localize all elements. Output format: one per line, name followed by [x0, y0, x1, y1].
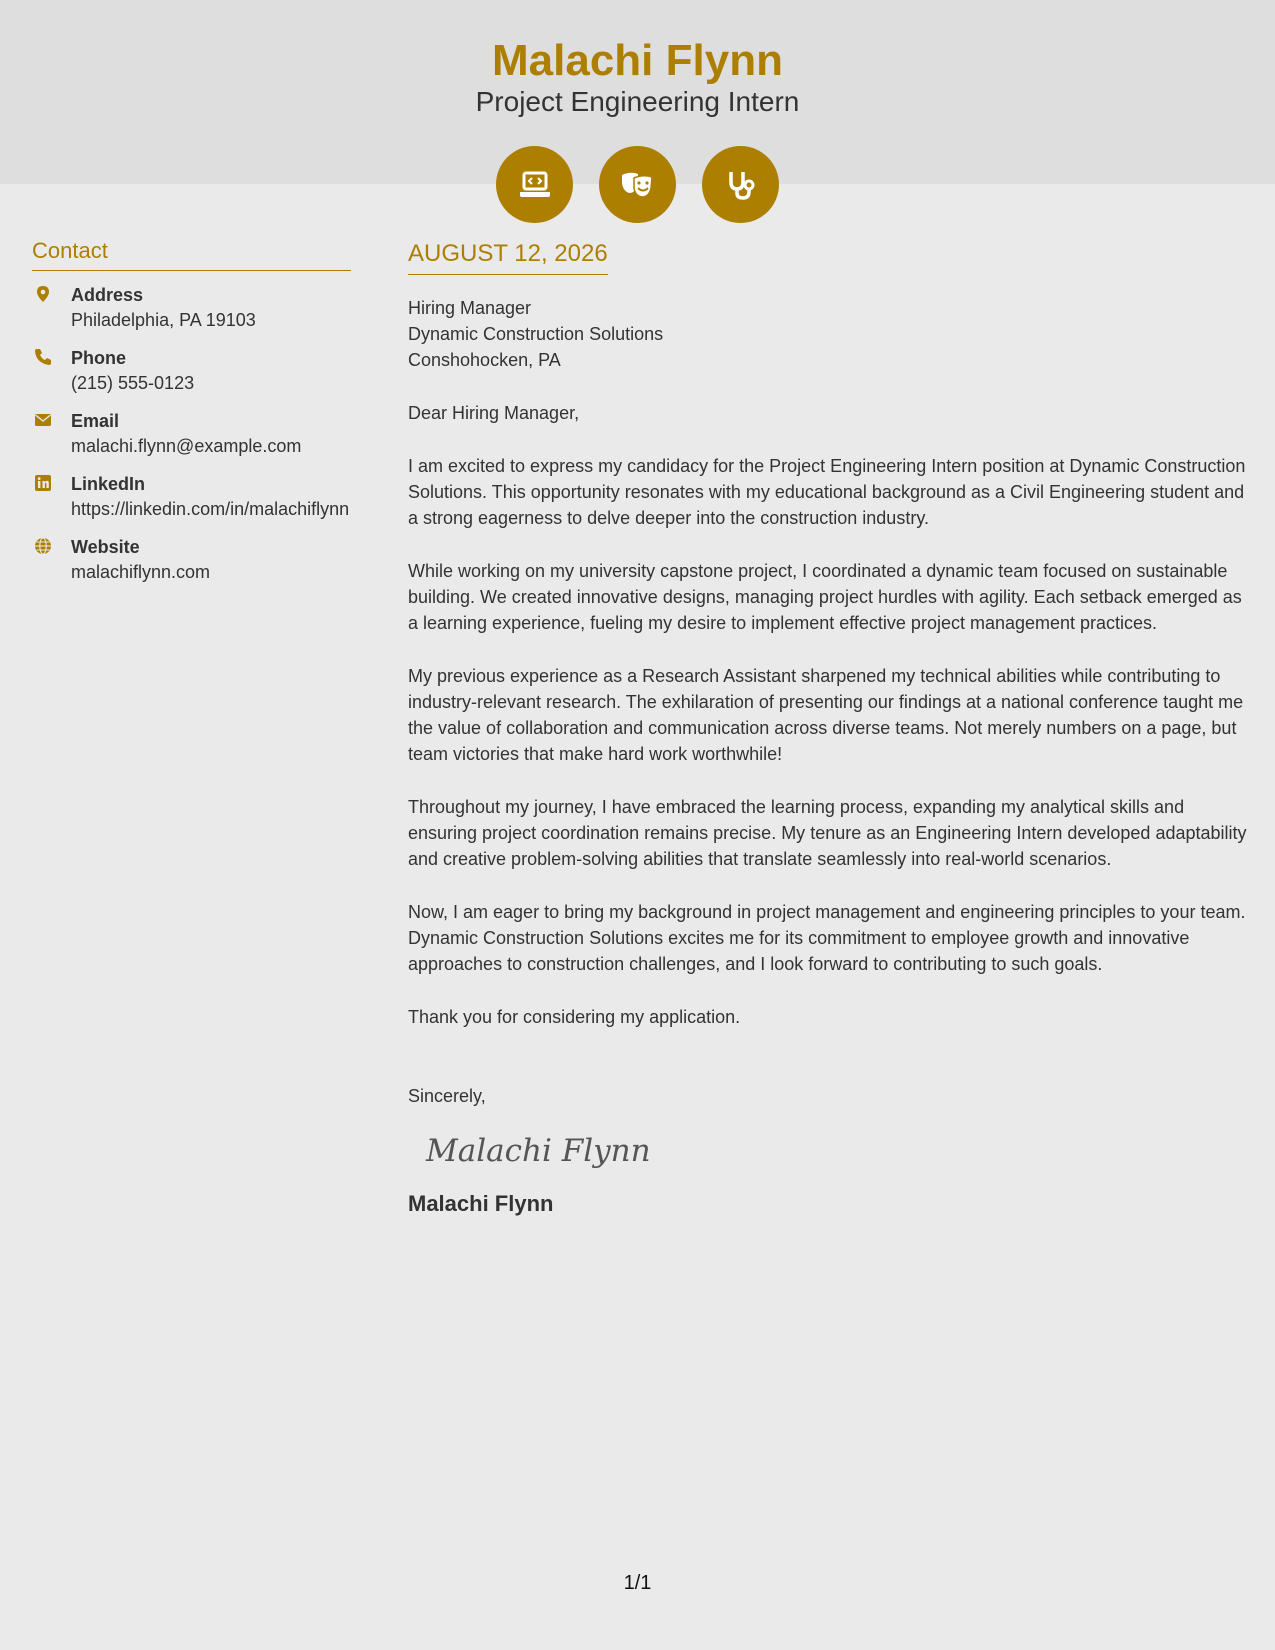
contact-label: LinkedIn: [71, 474, 146, 494]
map-pin-icon: [34, 285, 52, 303]
letter-paragraph: My previous experience as a Research Assistant sharpened my technical abilities while contributing to industry-relevant research. The exhilaration of presenting our findings at a national conference taught me the value of collaboration and communication across diverse teams. Not merely numbers on a page, but team victories that make hard work worthwhile!: [408, 666, 1244, 764]
letter-paragraph: Thank you for considering my application.: [408, 1007, 741, 1027]
envelope-icon: [34, 411, 52, 429]
letter-paragraph: I am excited to express my candidacy for the Project Engineering Intern position at Dynamic Construction Solutions. This opportunity resonates with my educational background as a Civil Engineering student and a strong eagerness to delve deeper into the construction industry.: [408, 456, 1246, 528]
phone-icon: [34, 348, 52, 366]
contact-linkedin: [32, 472, 351, 522]
letter-paragraph: Now, I am eager to bring my background in project management and engineering principles to your team. Dynamic Construction Solutions excites me for its commitment to employee growth and innovative approaches to construction challenges, and I look forward to contributing to such goals.: [408, 902, 1246, 974]
contact-phone: [32, 346, 351, 396]
signature: Malachi Flynn: [426, 1133, 651, 1169]
contact-label: Website: [71, 537, 140, 557]
stethoscope-icon: [702, 146, 779, 223]
contact-title: Contact: [32, 238, 351, 271]
letter-body: [408, 240, 1248, 1217]
contact-sidebar: [32, 238, 351, 585]
theater-masks-icon: [599, 146, 676, 223]
signer-name: Malachi Flynn: [408, 1191, 554, 1216]
contact-value: Philadelphia, PA 19103: [71, 310, 256, 330]
closing: Sincerely,: [408, 1086, 486, 1106]
globe-icon: [34, 537, 52, 555]
contact-address: [32, 283, 351, 333]
greeting: Dear Hiring Manager,: [408, 403, 580, 423]
recipient-line: Dynamic Construction Solutions: [408, 324, 664, 344]
recipient-line: Hiring Manager: [408, 298, 532, 318]
page-number: 1/1: [623, 1572, 652, 1594]
contact-value[interactable]: malachiflynn.com: [71, 562, 211, 582]
contact-label: Phone: [71, 348, 127, 368]
contact-label: Email: [71, 411, 120, 431]
recipient-block: [408, 295, 1248, 373]
contact-value[interactable]: https://linkedin.com/in/malachiflynn: [71, 499, 350, 519]
contact-email: [32, 409, 351, 459]
linkedin-icon: [34, 474, 52, 492]
contact-label: Address: [71, 285, 144, 305]
applicant-role: Project Engineering Intern: [475, 86, 800, 117]
contact-website: [32, 535, 351, 585]
contact-value: (215) 555-0123: [71, 373, 195, 393]
letter-paragraph: While working on my university capstone project, I coordinated a dynamic team focused on sustainable building. We created innovative designs, managing project hurdles with agility. Each setback emerged as a learning experience, fueling my desire to implement effective project management practices.: [408, 561, 1242, 633]
letter-date: AUGUST 12, 2026: [408, 240, 608, 275]
recipient-line: Conshohocken, PA: [408, 350, 561, 370]
letter-paragraph: Throughout my journey, I have embraced the learning process, expanding my analytical skills and ensuring project coordination remains precise. My tenure as an Engineering Intern developed adaptability and creative problem-solving abilities that translate seamlessly into real-world scenarios.: [408, 797, 1247, 869]
contact-value: malachi.flynn@example.com: [71, 436, 302, 456]
laptop-code-icon: [496, 146, 573, 223]
applicant-name: Malachi Flynn: [492, 36, 783, 85]
